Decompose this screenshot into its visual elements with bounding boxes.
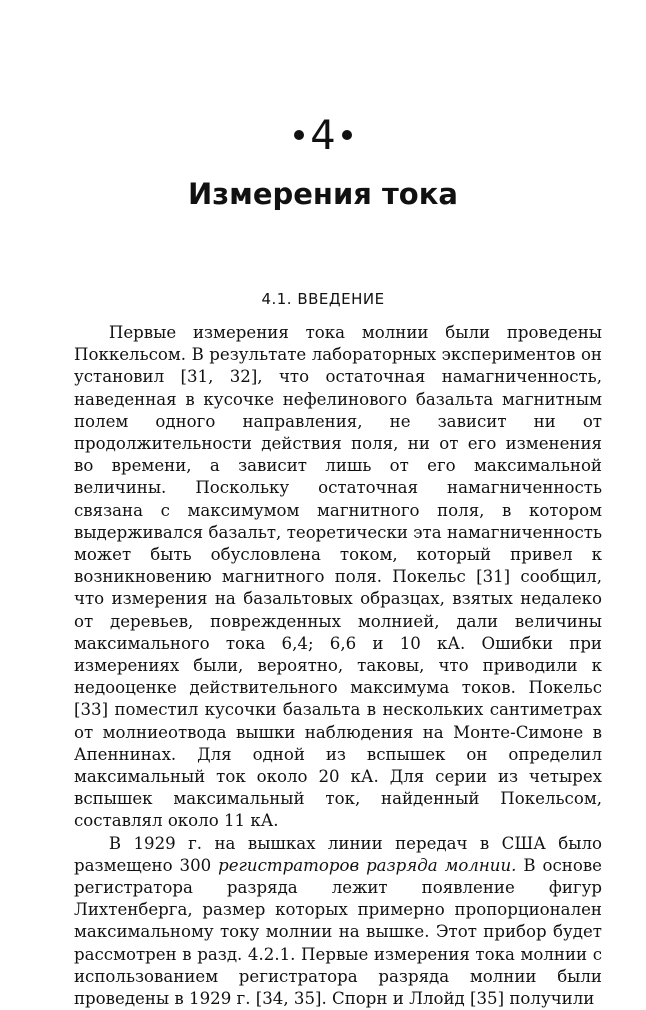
bullet-dot-right-icon — [342, 130, 352, 140]
chapter-title: Измерения тока — [188, 177, 458, 211]
paragraph-2-before: В 1929 г. на вышках линии передач в США было размещено 300 — [74, 833, 602, 875]
body-text — [74, 322, 602, 1010]
bullet-dot-left-icon — [294, 130, 304, 140]
paragraph-2 — [74, 833, 602, 1010]
paragraph-2-after: В основе регистратора разряда лежит появление фигур Лихтенберга, размер которых примерно пропорционален максимальному току молнии на вышке. Этот прибор будет рассмотрен в разд. 4.2.1. Первые измерения тока молнии с использованием регистратора разряда молнии были проведены в 1929 г. [34, 35]. Спорн и Ллойд [35] получили — [74, 855, 602, 1009]
chapter-number-value: 4 — [310, 113, 336, 159]
paragraph-1: Первые измерения тока молнии были проведены Поккельсом. В результате лабораторных экспериментов он установил [31, 32], что остаточная намагниченность, наведенная в кусочке нефелинового базальта магнитным полем одного направления, не зависит ни от продолжительности действия поля, ни от его изменения во времени, а зависит лишь от его максимальной величины. Поскольку остаточная намагниченность связана с максимумом магнитного поля, в котором выдерживался базальт, теоретически эта намагниченность может быть обусловлена током, который привел к возникновению магнитного поля. Покельс [31] сообщил, что измерения на базальтовых образцах, взятых недалеко от деревьев, поврежденных молнией, дали величины максимального тока 6,4; 6,6 и 10 кА. Ошибки при измерениях были, вероятно, таковы, что приводили к недооценке действительного максимума токов. Покельс [33] поместил кусочки базальта в нескольких сантиметрах от молниеотвода вышки наблюдения на Монте-Симоне в Апеннинах. Для одной из вспышек он определил максимальный ток около 20 кА. Для серии из четырех вспышек максимальный ток, найденный Покельсом, составлял около 11 кА. — [74, 323, 602, 831]
chapter-number — [0, 112, 646, 160]
section-heading: 4.1. ВВЕДЕНИЕ — [261, 290, 385, 308]
paragraph-2-emphasis: регистраторов разряда молнии. — [218, 855, 517, 875]
